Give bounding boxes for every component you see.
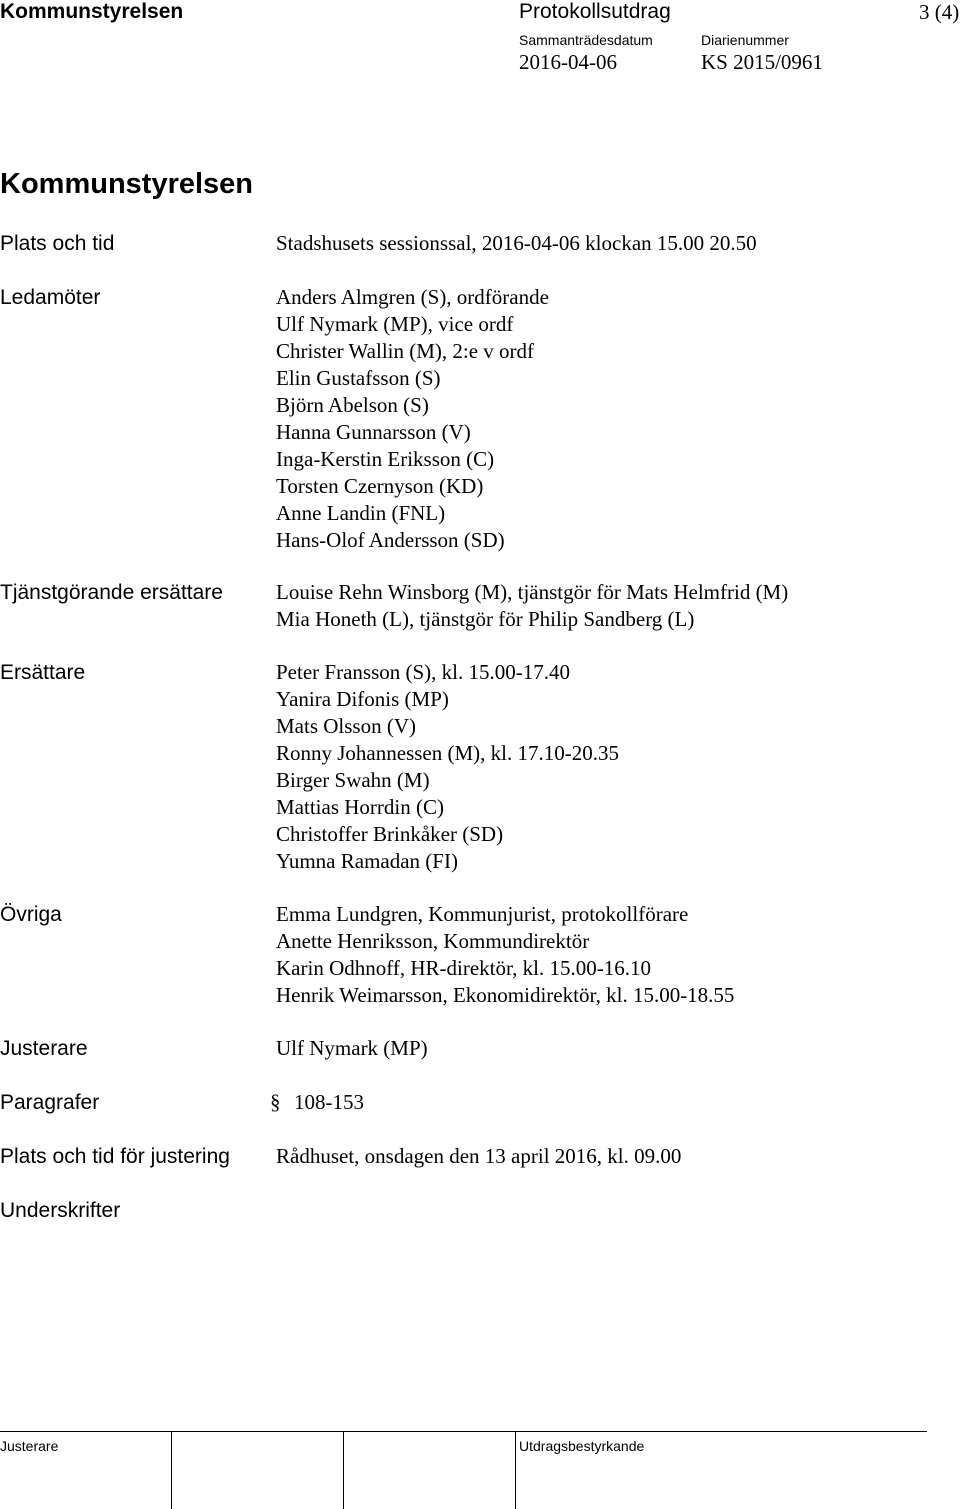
list-item: Ronny Johannessen (M), kl. 17.10-20.35 [276, 741, 619, 765]
list-item: Hans-Olof Andersson (SD) [276, 528, 505, 552]
members-list [276, 284, 549, 554]
list-item: Björn Abelson (S) [276, 393, 429, 417]
list-item: Ulf Nymark (MP), vice ordf [276, 312, 514, 336]
list-item: Karin Odhnoff, HR-direktör, kl. 15.00-16.10 [276, 956, 651, 980]
page-title: Kommunstyrelsen [0, 168, 254, 200]
adjust-place-value: Rådhuset, onsdagen den 13 april 2016, kl. 09.00 [276, 1144, 682, 1168]
members-label: Ledamöter [0, 286, 101, 309]
paragraphs-value: 108-153 [294, 1090, 364, 1114]
list-item: Birger Swahn (M) [276, 768, 430, 792]
list-item: Anette Henriksson, Kommundirektör [276, 929, 590, 953]
list-item: Emma Lundgren, Kommunjurist, protokollförare [276, 902, 689, 926]
list-item: Anne Landin (FNL) [276, 501, 446, 525]
signature-table-divider [343, 1431, 344, 1509]
header-registration-value: KS 2015/0961 [701, 50, 823, 74]
signature-table-divider [171, 1431, 172, 1509]
list-item: Elin Gustafsson (S) [276, 366, 441, 390]
list-item: Yumna Ramadan (FI) [276, 849, 458, 873]
list-item: Anders Almgren (S), ordförande [276, 285, 549, 309]
list-item: Torsten Czernyson (KD) [276, 474, 484, 498]
list-item: Mattias Horrdin (C) [276, 795, 444, 819]
list-item: Yanira Difonis (MP) [276, 687, 449, 711]
list-item: Mats Olsson (V) [276, 714, 416, 738]
paragraph-symbol: § [270, 1090, 281, 1114]
list-item: Hanna Gunnarsson (V) [276, 420, 471, 444]
others-list [276, 901, 734, 1009]
signature-table-divider [515, 1431, 516, 1509]
header-date-label: Sammanträdesdatum [519, 32, 653, 48]
list-item: Inga-Kerstin Eriksson (C) [276, 447, 495, 471]
adjuster-value: Ulf Nymark (MP) [276, 1036, 428, 1060]
header-document-type: Protokollsutdrag [519, 0, 671, 23]
list-item: Christer Wallin (M), 2:e v ordf [276, 339, 535, 363]
signatures-label: Underskrifter [0, 1199, 121, 1222]
list-item: Mia Honeth (L), tjänstgör för Philip Sandberg (L) [276, 607, 695, 631]
paragraphs-label: Paragrafer [0, 1091, 100, 1114]
list-item: Christoffer Brinkåker (SD) [276, 822, 504, 846]
list-item: Peter Fransson (S), kl. 15.00-17.40 [276, 660, 570, 684]
place-label: Plats och tid [0, 232, 115, 255]
header-organization: Kommunstyrelsen [0, 0, 184, 23]
signature-table-top-border [0, 1431, 927, 1432]
adjust-place-label: Plats och tid för justering [0, 1145, 230, 1168]
list-item: Henrik Weimarsson, Ekonomidirektör, kl. 15.00-18.55 [276, 983, 735, 1007]
header-date-value: 2016-04-06 [519, 50, 617, 74]
footer-certifier-label: Utdragsbestyrkande [519, 1438, 645, 1454]
header-page-number: 3 (4) [919, 0, 960, 24]
others-label: Övriga [0, 903, 62, 926]
adjuster-label: Justerare [0, 1037, 88, 1060]
substitutes-label: Ersättare [0, 661, 86, 684]
serving-substitutes-label: Tjänstgörande ersättare [0, 581, 223, 604]
header-registration-label: Diarienummer [701, 32, 789, 48]
serving-substitutes-list [276, 579, 788, 633]
footer-adjuster-label: Justerare [0, 1438, 59, 1454]
place-value: Stadshusets sessionssal, 2016-04-06 klockan 15.00 20.50 [276, 231, 757, 255]
list-item: Louise Rehn Winsborg (M), tjänstgör för Mats Helmfrid (M) [276, 580, 789, 604]
substitutes-list [276, 659, 619, 875]
